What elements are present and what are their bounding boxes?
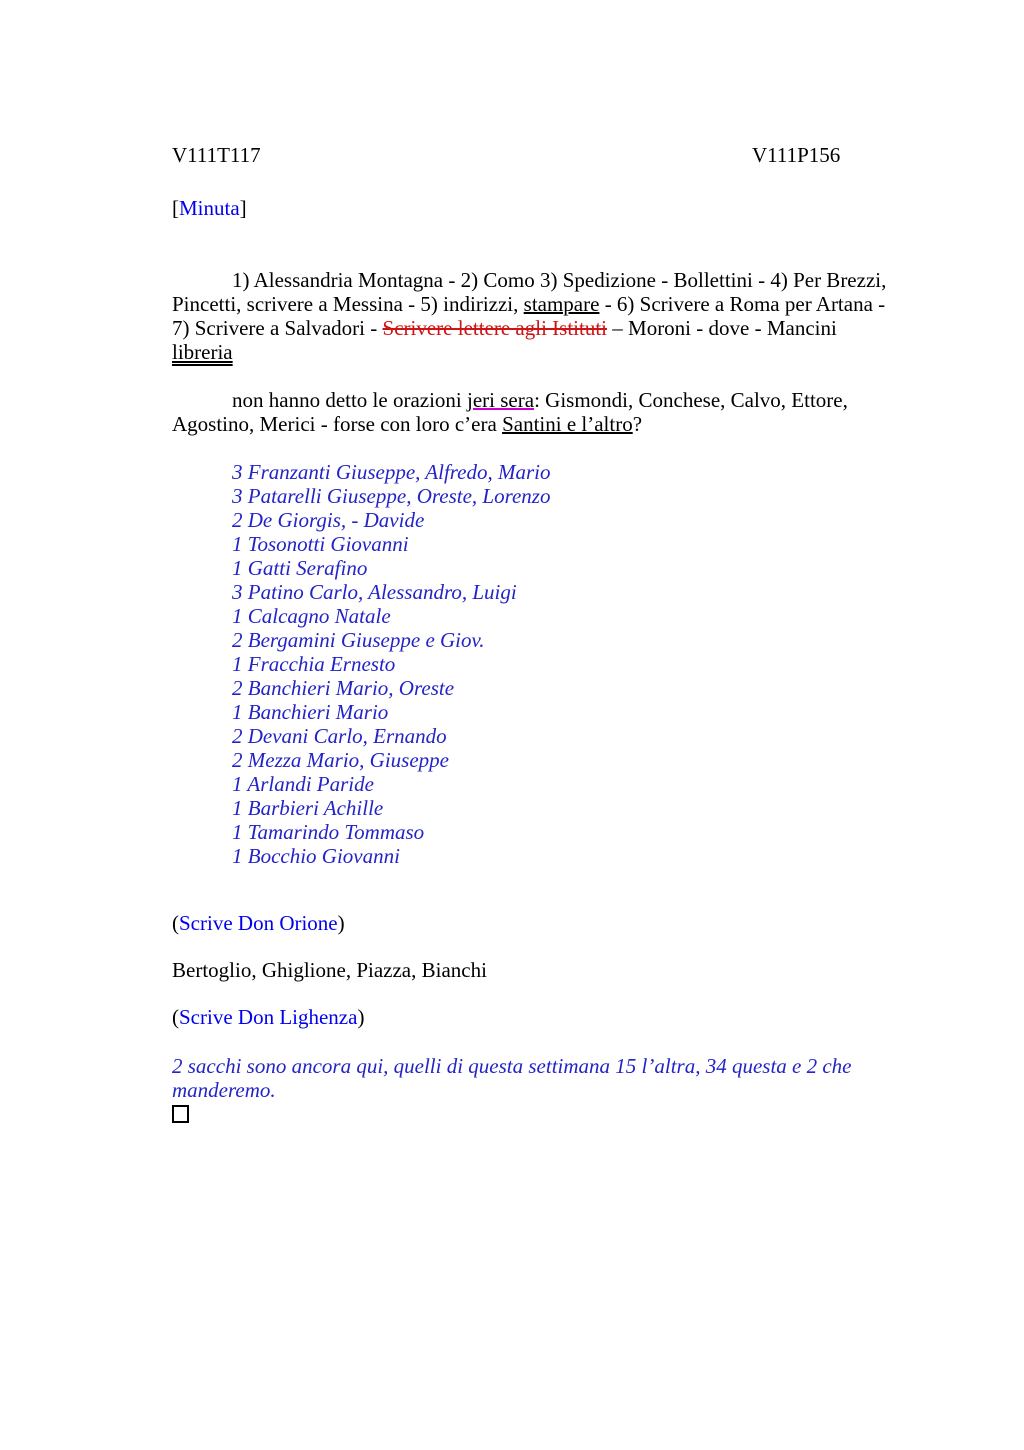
list-item: 2 De Giorgis, - Davide [232,508,425,532]
list-item: 1 Calcagno Natale [232,604,391,628]
minuta-line [172,196,896,220]
orazioni-end-text: ? [632,412,643,436]
list-item: 1 Bocchio Giovanni [232,844,400,868]
orazioni-intro-text: non hanno detto le orazioni [232,388,468,412]
closing-marker-row [172,1104,896,1124]
list-item: 2 Devani Carlo, Ernando [232,724,447,748]
list-item: 3 Patino Carlo, Alessandro, Luigi [232,580,517,604]
closing-note-paragraph: 2 sacchi sono ancora qui, quelli di questa settimana 15 l’altra, 34 questa e 2 che manderemo. [172,1054,852,1102]
list-item: 1 Tosonotti Giovanni [232,532,409,556]
minuta-label: Minuta [179,196,240,220]
orazioni-paragraph [172,388,896,436]
tasks-double-underlined-word: libreria [172,340,233,364]
list-item: 2 Bergamini Giuseppe e Giov. [232,628,485,652]
orazioni-magenta-underlined-text: jeri sera [467,388,535,412]
tasks-after-struck-text: – Moroni - dove - Mancini [607,316,837,340]
note-close-paren: ) [357,1005,365,1029]
name-count-list [232,460,896,868]
note-label: Scrive Don Lighenza [179,1005,358,1029]
archive-code-left: V111T117 [172,143,261,167]
list-item: 2 Mezza Mario, Giuseppe [232,748,449,772]
list-item: 1 Banchieri Mario [232,700,389,724]
note-scrive-don-lighenza [172,1005,896,1029]
list-item: 1 Barbieri Achille [232,796,384,820]
minuta-open-bracket: [ [172,196,179,220]
tasks-middle-text: - 6) Scrivere a Roma per Artana - 7) Scrivere a Salvadori - [172,292,886,340]
list-item: 3 Patarelli Giuseppe, Oreste, Lorenzo [232,484,551,508]
note-scrive-don-orione [172,911,896,935]
header-row [172,143,896,167]
list-item: 1 Fracchia Ernesto [232,652,396,676]
minuta-close-bracket: ] [239,196,247,220]
note-open-paren: ( [172,911,179,935]
list-item: 1 Tamarindo Tommaso [232,820,425,844]
list-item: 1 Gatti Serafino [232,556,368,580]
note-open-paren: ( [172,1005,179,1029]
note-label: Scrive Don Orione [179,911,338,935]
tasks-struck-red-text: Scrivere lettere agli Istituti [382,316,608,340]
list-item: 3 Franzanti Giuseppe, Alfredo, Mario [232,460,551,484]
orazioni-underlined-text: Santini e l’altro [502,412,633,436]
archive-code-right: V111P156 [752,143,841,167]
note-close-paren: ) [337,911,345,935]
tasks-intro-text: 1) Alessandria Montagna - 2) Como 3) Spedizione - Bollettini - 4) Per Brezzi, Pincetti, scrivere a Messina - 5) indirizzi, [172,268,887,316]
list-item: 1 Arlandi Paride [232,772,374,796]
tasks-underlined-word: stampare [523,292,600,316]
orazioni-middle-text: : Gismondi, Conchese, Calvo, Ettore, Agostino, Merici - forse con loro c’era [172,388,848,436]
empty-square-marker [172,1105,189,1123]
list-item: 2 Banchieri Mario, Oreste [232,676,455,700]
tasks-paragraph [172,268,896,364]
names-line: Bertoglio, Ghiglione, Piazza, Bianchi [172,958,487,982]
